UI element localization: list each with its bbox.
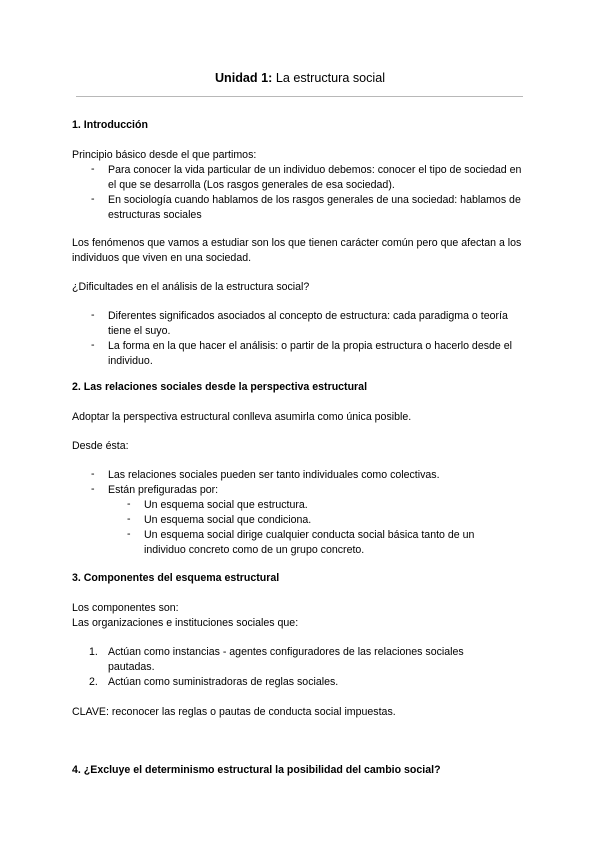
list-item: Diferentes significados asociados al concepto de estructura: cada paradigma o teoría tiene el suyo. xyxy=(108,310,508,337)
section-2-lead: Desde ésta: xyxy=(72,440,129,452)
list-item: Para conocer la vida particular de un individuo debemos: conocer el tipo de sociedad en el que se desarrolla (Los rasgos generales de esa sociedad). xyxy=(108,164,522,191)
sub-list-item: Un esquema social que estructura. xyxy=(144,499,308,511)
bullet-dash: - xyxy=(91,483,95,495)
sub-bullet-dash: - xyxy=(127,498,131,510)
section-2-heading: 2. Las relaciones sociales desde la perspectiva estructural xyxy=(72,381,368,393)
section-3-lead-2: Las organizaciones e instituciones sociales que: xyxy=(72,617,299,629)
sub-list-item: Un esquema social dirige cualquier conducta social básica tanto de un individuo concreto como de un grupo concreto. xyxy=(144,529,475,556)
section-1-paragraph: Los fenómenos que vamos a estudiar son los que tienen carácter común pero que afectan a los individuos que viven en una sociedad. xyxy=(72,237,522,264)
numbered-item: Actúan como instancias - agentes configuradores de las relaciones sociales pautadas. xyxy=(108,646,464,673)
section-3-lead: Los componentes son: xyxy=(72,602,179,614)
list-number: 2. xyxy=(89,676,98,688)
numbered-item: Actúan como suministradoras de reglas sociales. xyxy=(108,676,339,688)
list-item: Las relaciones sociales pueden ser tanto individuales como colectivas. xyxy=(108,469,440,481)
section-3-key: CLAVE: reconocer las reglas o pautas de conducta social impuestas. xyxy=(72,706,396,718)
title-divider xyxy=(76,96,523,97)
bullet-dash: - xyxy=(91,193,95,205)
section-3-heading: 3. Componentes del esquema estructural xyxy=(72,572,280,584)
sub-bullet-dash: - xyxy=(127,513,131,525)
bullet-dash: - xyxy=(91,468,95,480)
bullet-dash: - xyxy=(91,339,95,351)
section-1-question: ¿Dificultades en el análisis de la estructura social? xyxy=(72,281,310,293)
page-title xyxy=(0,71,600,85)
section-1-heading: 1. Introducción xyxy=(72,119,148,131)
list-item: Están prefiguradas por: xyxy=(108,484,219,496)
bullet-dash: - xyxy=(91,163,95,175)
list-item: La forma en la que hacer el análisis: o partir de la propia estructura o hacerlo desde el individuo. xyxy=(108,340,512,367)
section-4-heading: 4. ¿Excluye el determinismo estructural la posibilidad del cambio social? xyxy=(72,764,441,776)
title-unit: Unidad 1: xyxy=(214,71,273,85)
list-item: En sociología cuando hablamos de los rasgos generales de una sociedad: hablamos de estructuras sociales xyxy=(108,194,521,221)
list-number: 1. xyxy=(89,646,98,658)
section-2-paragraph: Adoptar la perspectiva estructural conlleva asumirla como única posible. xyxy=(72,411,412,423)
title-text: La estructura social xyxy=(275,71,386,85)
bullet-dash: - xyxy=(91,309,95,321)
sub-list-item: Un esquema social que condiciona. xyxy=(144,514,312,526)
section-1-intro: Principio básico desde el que partimos: xyxy=(72,149,257,161)
sub-bullet-dash: - xyxy=(127,528,131,540)
